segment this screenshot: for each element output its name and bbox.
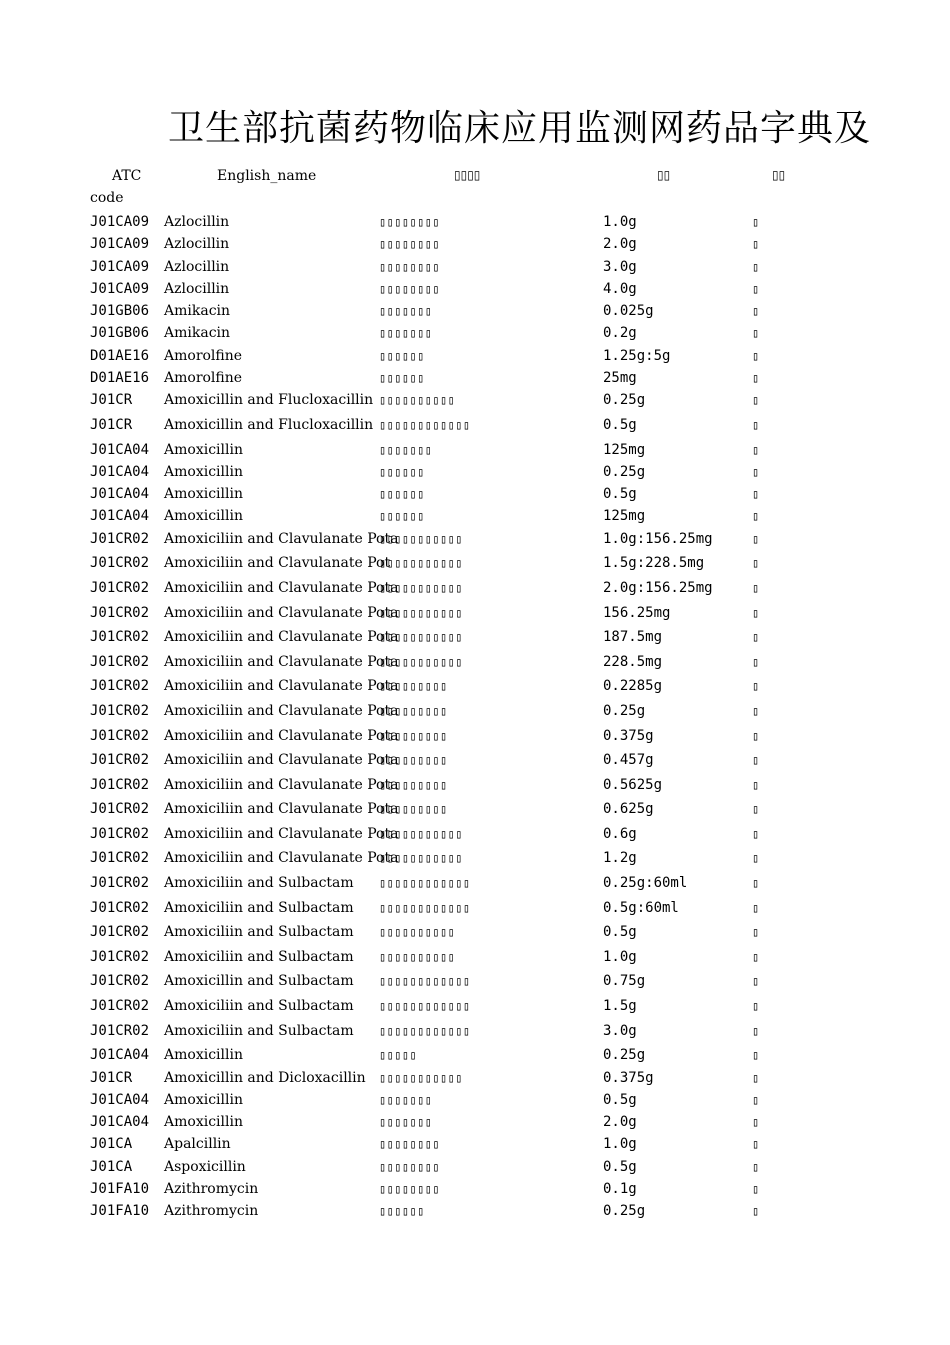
- english-name-cell: Amoxicillin and Sulbactam: [164, 973, 354, 990]
- unit-cell: ▯: [752, 281, 760, 296]
- header-spec: ▯▯: [657, 168, 671, 182]
- unit-cell: ▯: [752, 753, 760, 768]
- unit-cell: ▯: [752, 1182, 760, 1196]
- spec-cell: 3.0g: [603, 1022, 637, 1039]
- table-row: [0, 823, 950, 848]
- unit-cell: ▯: [752, 826, 760, 841]
- chinese-name-cell: ▯▯▯▯▯▯: [379, 464, 425, 479]
- atc-code-cell: J01CR02: [90, 899, 150, 916]
- atc-code-cell: J01CR02: [90, 998, 150, 1015]
- spec-cell: 1.0g: [603, 1136, 637, 1153]
- chinese-name-cell: ▯▯▯▯▯▯▯▯▯: [379, 777, 448, 792]
- atc-code-cell: J01GB06: [90, 303, 150, 320]
- table-row: [0, 1020, 950, 1045]
- chinese-name-cell: ▯▯▯▯▯▯▯▯▯▯▯▯: [379, 417, 471, 432]
- english-name-cell: Amikacin: [164, 325, 231, 342]
- chinese-name-cell: ▯▯▯▯▯▯▯▯▯: [379, 703, 448, 718]
- table-row: [0, 970, 950, 995]
- chinese-name-cell: ▯▯▯▯▯▯▯▯▯: [379, 728, 448, 743]
- table-row: [0, 725, 950, 750]
- english-name-cell: Amoxicillin: [164, 1114, 243, 1131]
- unit-cell: ▯: [752, 728, 760, 743]
- spec-cell: 156.25mg: [603, 604, 671, 621]
- spec-cell: 0.25g: [603, 1047, 646, 1064]
- unit-cell: ▯: [752, 531, 760, 546]
- unit-cell: ▯: [752, 304, 760, 319]
- unit-cell: ▯: [752, 1159, 760, 1174]
- unit-cell: ▯: [752, 777, 760, 792]
- atc-code-cell: D01AE16: [90, 370, 150, 387]
- english-name-cell: Azlocillin: [164, 214, 230, 230]
- chinese-name-cell: ▯▯▯▯▯▯▯▯▯▯▯: [379, 630, 463, 645]
- spec-cell: 0.5g: [603, 924, 637, 941]
- spec-cell: 1.0g:156.25mg: [603, 530, 713, 547]
- english-name-cell: Amorolfine: [164, 370, 243, 387]
- unit-cell: ▯: [752, 630, 760, 645]
- spec-cell: 0.5625g: [603, 776, 663, 793]
- table-row: [0, 946, 950, 971]
- unit-cell: ▯: [752, 580, 760, 595]
- atc-code-cell: D01AE16: [90, 347, 150, 364]
- chinese-name-cell: ▯▯▯▯▯▯▯: [379, 1115, 433, 1130]
- unit-cell: ▯: [752, 1070, 760, 1085]
- english-name-cell: Amoxiciliin and Clavulanate Pota: [164, 702, 399, 719]
- english-name-cell: Amoxiciliin and Sulbactam: [164, 998, 354, 1015]
- table-row: [0, 1156, 950, 1178]
- atc-code-cell: J01CA09: [90, 214, 150, 230]
- unit-cell: ▯: [752, 487, 760, 502]
- atc-code-cell: J01CR02: [90, 752, 150, 769]
- chinese-name-cell: ▯▯▯▯▯▯▯▯▯▯▯: [379, 654, 463, 669]
- table-row: [0, 211, 950, 233]
- english-name-cell: Amoxiciliin and Clavulanate Pota: [164, 629, 399, 646]
- table-row: [0, 233, 950, 255]
- atc-code-cell: J01CR02: [90, 678, 150, 695]
- unit-cell: ▯: [752, 949, 760, 964]
- table-row: [0, 602, 950, 627]
- table-row: [0, 1178, 950, 1200]
- spec-cell: 2.0g: [603, 236, 637, 253]
- atc-code-cell: J01CA09: [90, 280, 150, 297]
- unit-cell: ▯: [752, 259, 760, 274]
- chinese-name-cell: ▯▯▯▯▯▯▯▯: [379, 215, 440, 229]
- spec-cell: 0.5g:60ml: [603, 899, 679, 916]
- table-row: [0, 389, 950, 414]
- table-row: [0, 256, 950, 278]
- chinese-name-cell: ▯▯▯▯▯▯▯▯▯▯: [379, 393, 456, 408]
- spec-cell: 0.25g:60ml: [603, 875, 688, 892]
- english-name-cell: Amoxiciliin and Clavulanate Pot: [164, 555, 391, 572]
- unit-cell: ▯: [752, 900, 760, 915]
- table-row: [0, 552, 950, 577]
- atc-code-cell: J01CA04: [90, 508, 150, 525]
- english-name-cell: Amoxiciliin and Clavulanate Pota: [164, 530, 399, 547]
- english-name-cell: Azithromycin: [164, 1203, 259, 1220]
- atc-code-cell: J01FA10: [90, 1181, 150, 1197]
- spec-cell: 0.75g: [603, 973, 646, 990]
- spec-cell: 2.0g:156.25mg: [603, 579, 713, 596]
- chinese-name-cell: ▯▯▯▯▯▯▯▯: [379, 237, 440, 252]
- table-row: [0, 921, 950, 946]
- unit-cell: ▯: [752, 326, 760, 341]
- english-name-cell: Amoxiciliin and Sulbactam: [164, 899, 354, 916]
- english-name-cell: Amoxicillin and Dicloxacillin: [164, 1069, 366, 1086]
- spec-cell: 0.457g: [603, 752, 654, 769]
- table-row: [0, 1067, 950, 1089]
- english-name-cell: Amoxicillin and Flucloxacillin: [164, 392, 374, 409]
- chinese-name-cell: ▯▯▯▯▯▯▯: [379, 442, 433, 457]
- chinese-name-cell: ▯▯▯▯▯▯▯▯▯▯▯: [379, 556, 463, 571]
- english-name-cell: Amoxicillin: [164, 1047, 243, 1064]
- english-name-cell: Aspoxicillin: [164, 1158, 246, 1175]
- chinese-name-cell: ▯▯▯▯▯▯▯▯▯▯▯: [379, 1070, 463, 1085]
- english-name-cell: Azlocillin: [164, 280, 230, 297]
- spec-cell: 2.0g: [603, 1114, 637, 1131]
- table-row: [0, 700, 950, 725]
- table-row: [0, 847, 950, 872]
- unit-cell: ▯: [752, 851, 760, 866]
- english-name-cell: Amoxicillin: [164, 441, 243, 458]
- unit-cell: ▯: [752, 464, 760, 479]
- table-row: [0, 1089, 950, 1111]
- spec-cell: 1.2g: [603, 850, 637, 867]
- table-row: [0, 1200, 950, 1222]
- unit-cell: ▯: [752, 509, 760, 524]
- table-row: [0, 675, 950, 700]
- unit-cell: ▯: [752, 999, 760, 1014]
- table-row: [0, 439, 950, 461]
- unit-cell: ▯: [752, 393, 760, 408]
- unit-cell: ▯: [752, 703, 760, 718]
- atc-code-cell: J01CA04: [90, 463, 150, 480]
- atc-code-cell: J01CA04: [90, 1091, 150, 1108]
- table-row: [0, 1044, 950, 1066]
- spec-cell: 3.0g: [603, 258, 637, 275]
- chinese-name-cell: ▯▯▯▯▯▯▯▯: [379, 281, 440, 296]
- spec-cell: 0.6g: [603, 825, 637, 842]
- chinese-name-cell: ▯▯▯▯▯▯▯▯: [379, 1137, 440, 1152]
- chinese-name-cell: ▯▯▯▯▯: [379, 1048, 418, 1063]
- chinese-name-cell: ▯▯▯▯▯▯▯▯▯▯▯: [379, 851, 463, 866]
- atc-code-cell: J01CR02: [90, 924, 150, 941]
- unit-cell: ▯: [752, 1023, 760, 1038]
- english-name-cell: Azlocillin: [164, 236, 230, 253]
- unit-cell: ▯: [752, 876, 760, 891]
- atc-code-cell: J01CR02: [90, 801, 150, 818]
- atc-code-cell: J01CA04: [90, 1047, 150, 1064]
- atc-code-cell: J01CA04: [90, 486, 150, 503]
- atc-code-cell: J01CR02: [90, 555, 150, 572]
- spec-cell: 0.625g: [603, 801, 654, 818]
- table-row: [0, 872, 950, 897]
- chinese-name-cell: ▯▯▯▯▯▯▯▯▯: [379, 753, 448, 768]
- table-row: [0, 528, 950, 553]
- table-row: [0, 577, 950, 602]
- chinese-name-cell: ▯▯▯▯▯▯▯▯: [379, 1159, 440, 1174]
- spec-cell: 1.0g: [603, 214, 637, 230]
- spec-cell: 0.25g: [603, 702, 646, 719]
- atc-code-cell: J01CR02: [90, 653, 150, 670]
- english-name-cell: Amoxicillin: [164, 463, 243, 480]
- table-row: [0, 1111, 950, 1133]
- atc-code-cell: J01GB06: [90, 325, 150, 342]
- table-row: [0, 461, 950, 483]
- spec-cell: 0.25g: [603, 1203, 646, 1220]
- english-name-cell: Amoxiciliin and Sulbactam: [164, 924, 354, 941]
- table-row: [0, 505, 950, 527]
- spec-cell: 1.5g: [603, 998, 637, 1015]
- spec-cell: 0.375g: [603, 1069, 654, 1086]
- chinese-name-cell: ▯▯▯▯▯▯▯▯▯▯▯▯: [379, 900, 471, 915]
- table-row: [0, 1133, 950, 1155]
- unit-cell: ▯: [752, 925, 760, 940]
- atc-code-cell: J01CR: [90, 392, 133, 409]
- table-row: [0, 774, 950, 799]
- unit-cell: ▯: [752, 371, 760, 386]
- english-name-cell: Amoxiciliin and Sulbactam: [164, 948, 354, 965]
- atc-code-cell: J01CA09: [90, 236, 150, 253]
- spec-cell: 0.25g: [603, 463, 646, 480]
- atc-code-cell: J01CR: [90, 416, 133, 433]
- table-row: [0, 798, 950, 823]
- chinese-name-cell: ▯▯▯▯▯▯▯▯▯▯▯: [379, 605, 463, 620]
- chinese-name-cell: ▯▯▯▯▯▯▯▯: [379, 1182, 440, 1196]
- table-row: [0, 278, 950, 300]
- atc-code-cell: J01CR02: [90, 948, 150, 965]
- atc-code-cell: J01CR: [90, 1069, 133, 1086]
- unit-cell: ▯: [752, 654, 760, 669]
- atc-code-cell: J01CR02: [90, 850, 150, 867]
- table-row: [0, 300, 950, 322]
- spec-cell: 0.5g: [603, 1091, 637, 1108]
- chinese-name-cell: ▯▯▯▯▯▯: [379, 348, 425, 363]
- chinese-name-cell: ▯▯▯▯▯▯: [379, 487, 425, 502]
- chinese-name-cell: ▯▯▯▯▯▯▯▯▯▯: [379, 925, 456, 940]
- chinese-name-cell: ▯▯▯▯▯▯▯▯▯▯▯: [379, 826, 463, 841]
- table-row: [0, 897, 950, 922]
- chinese-name-cell: ▯▯▯▯▯▯▯▯▯: [379, 679, 448, 694]
- atc-code-cell: J01CR02: [90, 530, 150, 547]
- english-name-cell: Amoxiciliin and Clavulanate Pota: [164, 850, 399, 867]
- table-row: [0, 367, 950, 389]
- atc-code-cell: J01CR02: [90, 579, 150, 596]
- unit-cell: ▯: [752, 348, 760, 363]
- english-name-cell: Amoxicillin and Flucloxacillin: [164, 416, 374, 433]
- atc-code-cell: J01CA09: [90, 258, 150, 275]
- chinese-name-cell: ▯▯▯▯▯▯: [379, 1204, 425, 1219]
- spec-cell: 0.375g: [603, 727, 654, 744]
- unit-cell: ▯: [752, 1115, 760, 1130]
- unit-cell: ▯: [752, 1204, 760, 1219]
- english-name-cell: Amoxiciliin and Clavulanate Pota: [164, 653, 399, 670]
- header-atc-code: code: [90, 190, 124, 206]
- chinese-name-cell: ▯▯▯▯▯▯: [379, 509, 425, 524]
- unit-cell: ▯: [752, 1137, 760, 1152]
- table-row: [0, 626, 950, 651]
- chinese-name-cell: ▯▯▯▯▯▯▯▯▯▯▯▯: [379, 974, 471, 989]
- spec-cell: 1.0g: [603, 948, 637, 965]
- header-chinese-name: ▯▯▯▯: [454, 168, 481, 182]
- unit-cell: ▯: [752, 1092, 760, 1107]
- atc-code-cell: J01CR02: [90, 702, 150, 719]
- english-name-cell: Amoxiciliin and Clavulanate Pota: [164, 604, 399, 621]
- spec-cell: 0.1g: [603, 1181, 637, 1197]
- english-name-cell: Amoxiciliin and Clavulanate Pota: [164, 776, 399, 793]
- atc-code-cell: J01CR02: [90, 825, 150, 842]
- english-name-cell: Amoxiciliin and Clavulanate Pota: [164, 801, 399, 818]
- chinese-name-cell: ▯▯▯▯▯▯▯: [379, 304, 433, 319]
- spec-cell: 0.2g: [603, 325, 637, 342]
- atc-code-cell: J01CR02: [90, 973, 150, 990]
- spec-cell: 0.025g: [603, 303, 654, 320]
- spec-cell: 125mg: [603, 441, 646, 458]
- chinese-name-cell: ▯▯▯▯▯▯▯: [379, 1092, 433, 1107]
- chinese-name-cell: ▯▯▯▯▯▯▯▯▯▯▯▯: [379, 876, 471, 891]
- chinese-name-cell: ▯▯▯▯▯▯▯▯▯▯▯: [379, 531, 463, 546]
- atc-code-cell: J01FA10: [90, 1203, 150, 1220]
- unit-cell: ▯: [752, 679, 760, 694]
- english-name-cell: Amoxiciliin and Sulbactam: [164, 875, 354, 892]
- header-atc: ATC: [112, 168, 142, 184]
- english-name-cell: Amoxiciliin and Clavulanate Pota: [164, 579, 399, 596]
- atc-code-cell: J01CA: [90, 1136, 133, 1153]
- document-title: 卫生部抗菌药物临床应用监测网药品字典及: [168, 108, 872, 149]
- chinese-name-cell: ▯▯▯▯▯▯▯: [379, 326, 433, 341]
- spec-cell: 0.5g: [603, 1158, 637, 1175]
- atc-code-cell: J01CR02: [90, 1022, 150, 1039]
- table-row: [0, 483, 950, 505]
- atc-code-cell: J01CA: [90, 1158, 133, 1175]
- spec-cell: 25mg: [603, 370, 637, 387]
- drug-table: [0, 211, 950, 1223]
- table-row: [0, 414, 950, 439]
- atc-code-cell: J01CA04: [90, 441, 150, 458]
- spec-cell: 1.25g:5g: [603, 347, 671, 364]
- chinese-name-cell: ▯▯▯▯▯▯▯▯: [379, 259, 440, 274]
- unit-cell: ▯: [752, 237, 760, 252]
- table-row: [0, 995, 950, 1020]
- unit-cell: ▯: [752, 215, 760, 229]
- spec-cell: 4.0g: [603, 280, 637, 297]
- english-name-cell: Amoxicillin: [164, 508, 243, 525]
- spec-cell: 187.5mg: [603, 629, 663, 646]
- unit-cell: ▯: [752, 1048, 760, 1063]
- english-name-cell: Amoxiciliin and Clavulanate Pota: [164, 825, 399, 842]
- spec-cell: 0.5g: [603, 416, 637, 433]
- atc-code-cell: J01CR02: [90, 875, 150, 892]
- unit-cell: ▯: [752, 442, 760, 457]
- spec-cell: 1.5g:228.5mg: [603, 555, 705, 572]
- unit-cell: ▯: [752, 417, 760, 432]
- unit-cell: ▯: [752, 802, 760, 817]
- english-name-cell: Apalcillin: [164, 1136, 231, 1153]
- atc-code-cell: J01CA04: [90, 1114, 150, 1131]
- spec-cell: 0.2285g: [603, 678, 663, 695]
- spec-cell: 0.25g: [603, 392, 646, 409]
- unit-cell: ▯: [752, 556, 760, 571]
- table-row: [0, 322, 950, 344]
- english-name-cell: Amikacin: [164, 303, 231, 320]
- header-unit: ▯▯: [772, 168, 786, 182]
- spec-cell: 125mg: [603, 508, 646, 525]
- atc-code-cell: J01CR02: [90, 629, 150, 646]
- spec-cell: 0.5g: [603, 486, 637, 503]
- english-name-cell: Amorolfine: [164, 347, 243, 364]
- english-name-cell: Amoxiciliin and Clavulanate Pota: [164, 727, 399, 744]
- spec-cell: 228.5mg: [603, 653, 663, 670]
- unit-cell: ▯: [752, 605, 760, 620]
- chinese-name-cell: ▯▯▯▯▯▯▯▯▯▯▯▯: [379, 999, 471, 1014]
- chinese-name-cell: ▯▯▯▯▯▯: [379, 371, 425, 386]
- chinese-name-cell: ▯▯▯▯▯▯▯▯▯▯▯: [379, 580, 463, 595]
- table-row: [0, 651, 950, 676]
- atc-code-cell: J01CR02: [90, 604, 150, 621]
- english-name-cell: Amoxiciliin and Sulbactam: [164, 1022, 354, 1039]
- chinese-name-cell: ▯▯▯▯▯▯▯▯▯▯▯▯: [379, 1023, 471, 1038]
- english-name-cell: Amoxicillin: [164, 1091, 243, 1108]
- english-name-cell: Amoxiciliin and Clavulanate Pota: [164, 678, 399, 695]
- english-name-cell: Amoxicillin: [164, 486, 243, 503]
- table-row: [0, 749, 950, 774]
- english-name-cell: Azithromycin: [164, 1181, 259, 1197]
- english-name-cell: Azlocillin: [164, 258, 230, 275]
- english-name-cell: Amoxiciliin and Clavulanate Pota: [164, 752, 399, 769]
- chinese-name-cell: ▯▯▯▯▯▯▯▯▯: [379, 802, 448, 817]
- atc-code-cell: J01CR02: [90, 776, 150, 793]
- chinese-name-cell: ▯▯▯▯▯▯▯▯▯▯: [379, 949, 456, 964]
- atc-code-cell: J01CR02: [90, 727, 150, 744]
- header-english-name: English_name: [217, 168, 317, 184]
- table-row: [0, 345, 950, 367]
- unit-cell: ▯: [752, 974, 760, 989]
